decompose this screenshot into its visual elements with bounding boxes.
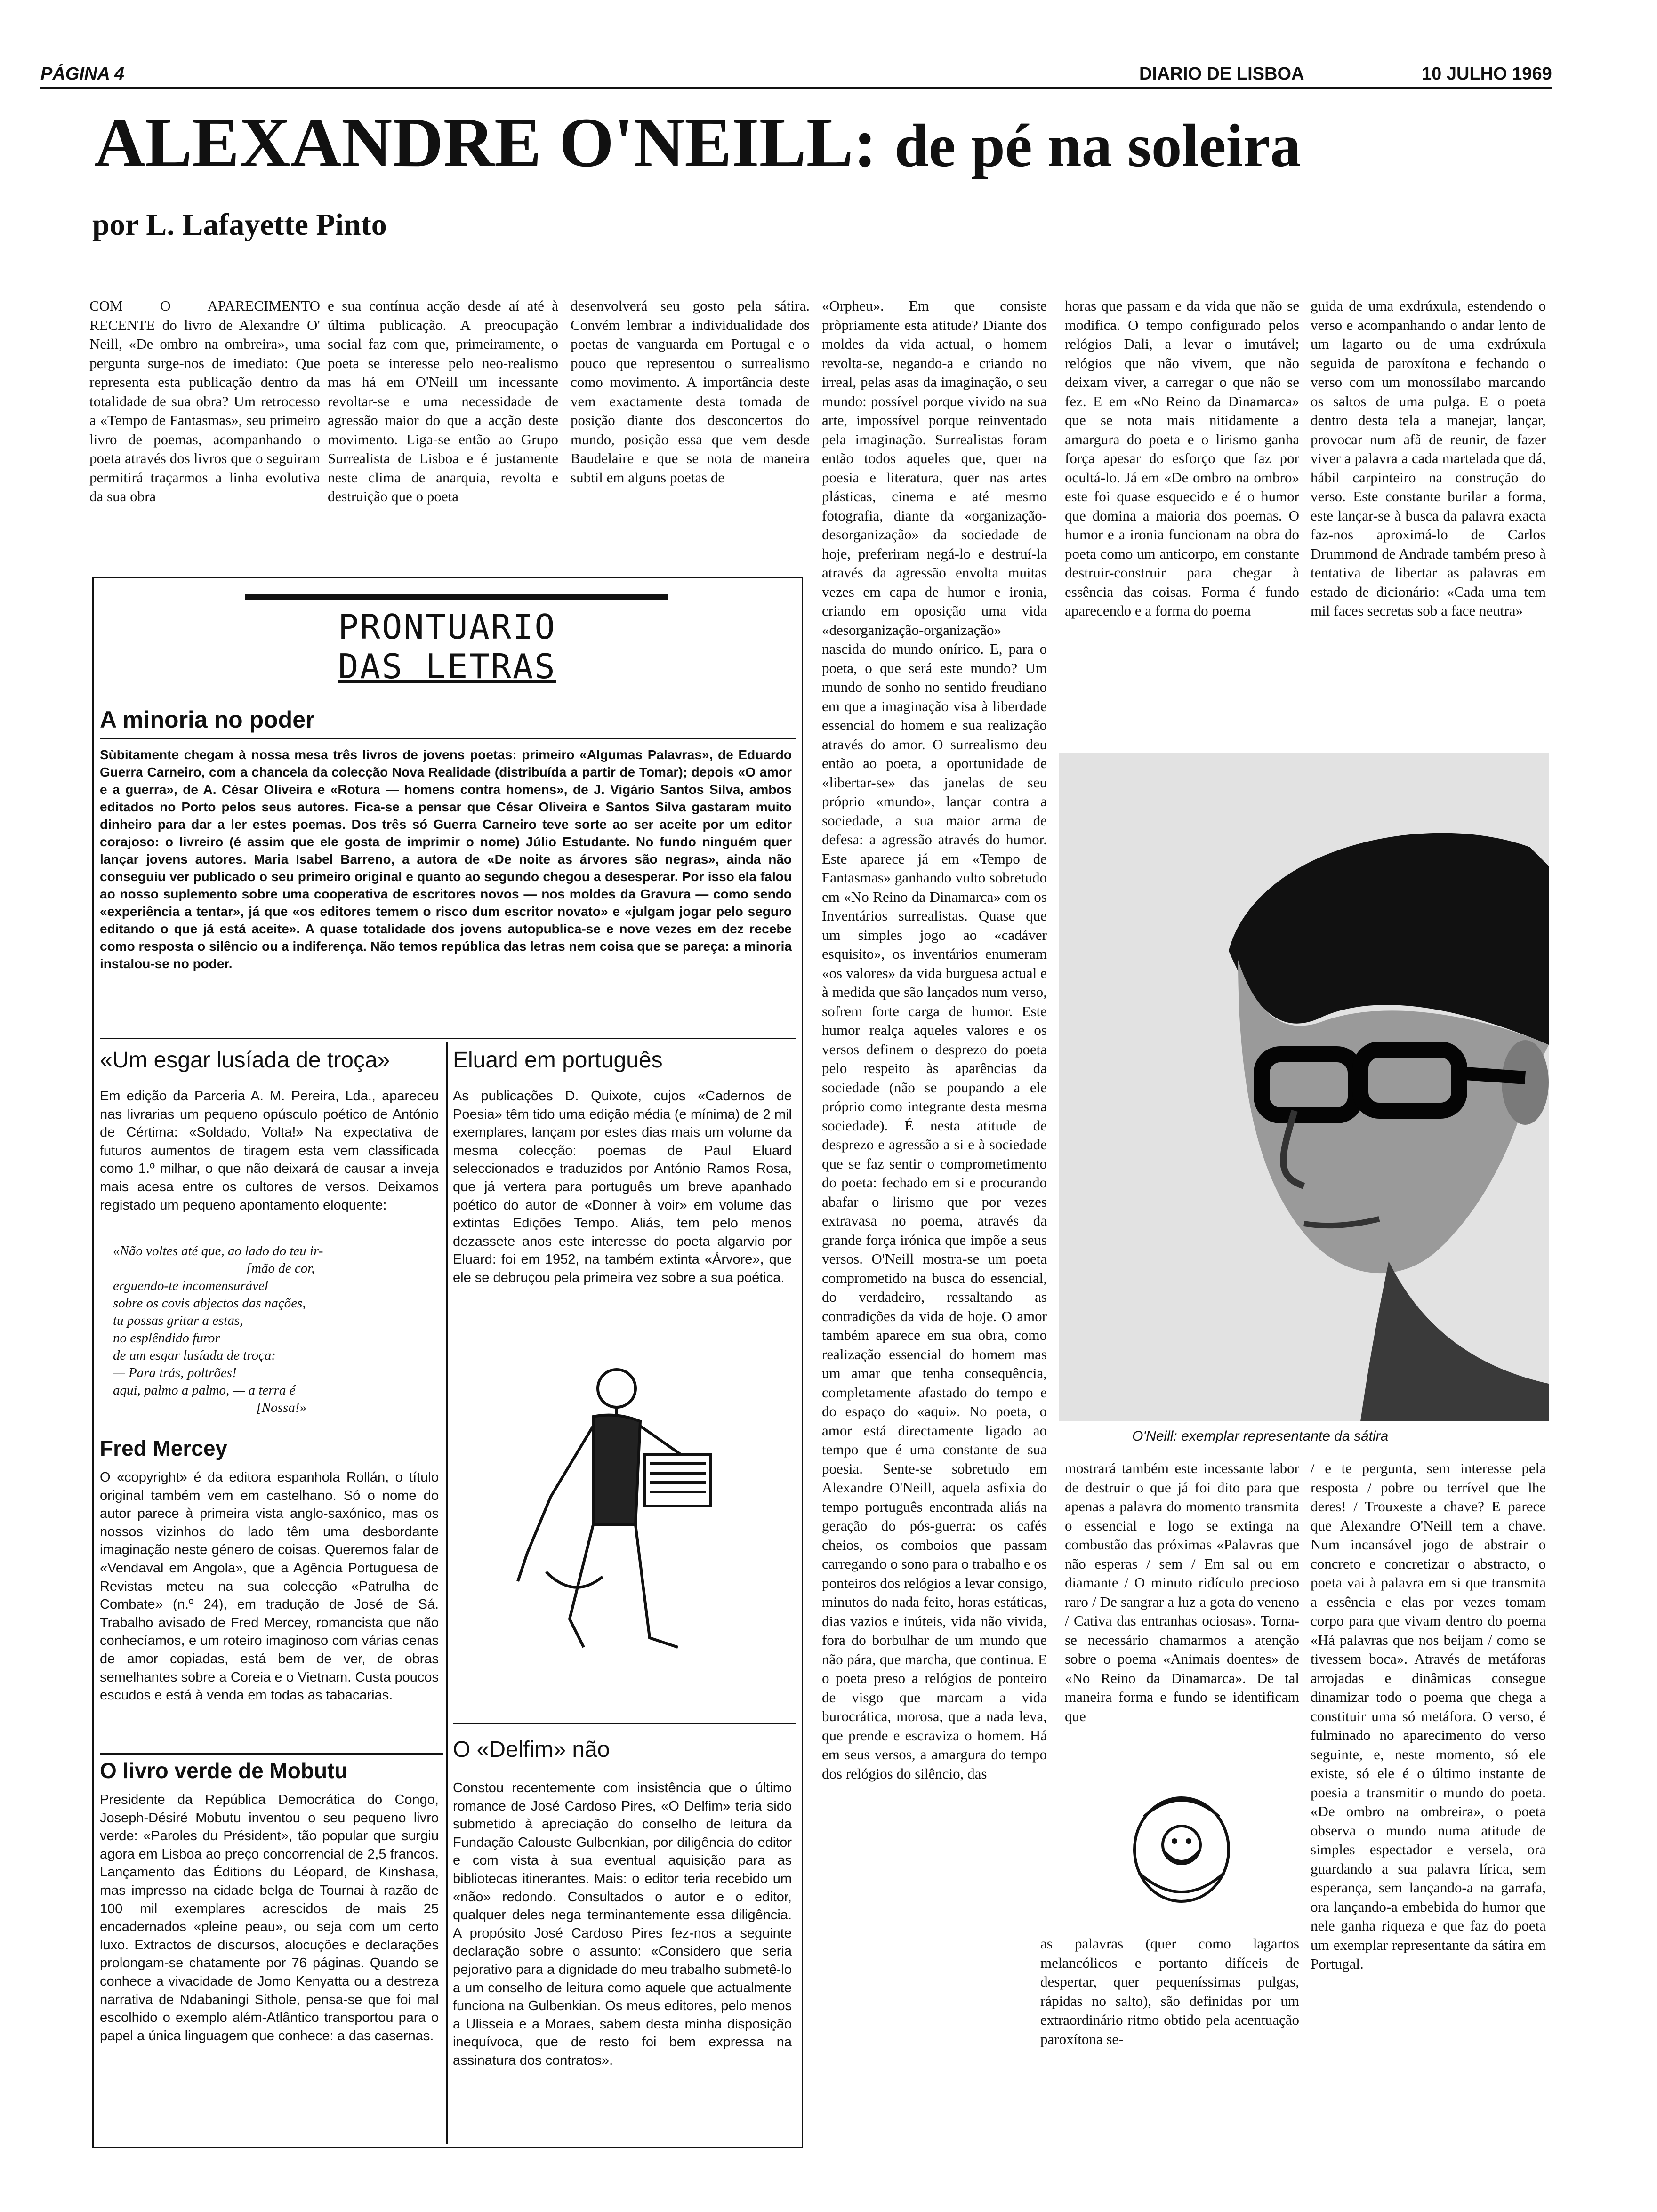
ornament-illustration xyxy=(1125,1788,1238,1911)
section-text-minoria: Sùbitamente chegam à nossa mesa três livros de jovens poetas: primeiro «Algumas Palavras», de Eduardo Guerra Carneiro, com a chancela da colecção Nova Realidade (distribuída a partir de Tomar); depois «O amor e a guerra», de A. César Oliveira e «Rotura — homens contra homens», de J. Vigário Santos Silva, ambos editados no Porto pelos seus autores. Fica-se a pensar que César Oliveira e Santos Silva gastaram muito dinheiro para dar a ler estes poemas. Dos três só Guerra Carneiro teve sorte ao ser aceite por um editor corajoso: o livreiro (é assim que ele gosta de imprimir o nome) Júlio Estudante. No fundo ninguém quer lançar jovens autores. Maria Isabel Barreno, a autora de «De noite as árvores são negras», ainda não conseguiu ver publicado o seu primeiro original e quanto ao segundo chegou a desesperar. Por isso ela falou ao nosso suplemento sobre uma cooperativa de escritores novos — nos moldes da Gravura — como sendo «experiência a tentar», já que «os editores temem o risco dum escritor novato» e «julgam jogar pelo seguro editando o que já está aceite». A quase totalidade dos jovens autopublica-se e nove vezes em dez recebe como resposta o silêncio ou a indiferença. Não temos república das letras nem coisa que se pareça: a minoria instalou-se no poder. xyxy=(100,747,792,971)
section-text-delfim: Constou recentemente com insistência que o último romance de José Cardoso Pires, «O Delfim» teria sido submetido à apreciação do conselho de leitura da Fundação Calouste Gulbenkian, por diligência do editor e com vista à sua eventual aquisição para as bibliotecas itinerantes. Mais: o editor teria recebido um «não» redondo. Consultados o autor e o editor, qualquer deles nega terminantemente essa diligência. A propósito José Cardoso Pires fez-nos a seguinte declaração sobre o assunto: «Considero que seria pejorativo para a dignidade do meu trabalho submetê-lo a um conselho de leitura como aquele que actualmente funciona na Gulbenkian. Os meus editores, pelo menos a Ulisseia e a Moraes, sabem desta minha disposição inequívoca, que de resto foi bem expressa na assinatura dos contratos». xyxy=(453,1780,792,2068)
title-name: ALEXANDRE O'NEILL: xyxy=(94,104,877,182)
portrait-illustration xyxy=(1059,753,1549,1421)
prontuario-title-line2: DAS LETRAS xyxy=(338,647,556,686)
issue-date: 10 JULHO 1969 xyxy=(1422,64,1552,84)
section-text-eluard: As publicações D. Quixote, cujos «Cadernos de Poesia» têm tido uma edição média (e mínima) de 2 mil exemplares, lançam por estes dias mais um volume da mesma colecção: poemas de Paul Eluard seleccionados e traduzidos por António Ramos Rosa, que já vertera para português um breve apanhado poético do autor de «Donner à voir» em volume das extintas Edições Tempo. Aliás, tem pelo menos dezassete anos este interesse do poeta algarvio por Eluard: foi em 1952, na também extinta «Árvore», que ele se debruçou pela primeira vez sobre a sua poética. xyxy=(453,1089,792,1285)
article-text-col5-bottom: mostrará também este incessante labor de destruir o que já foi dito para que apenas a palavra do momento transmita o essencial e logo se extinga na combustão das próximas «Palavras que não esperas / sem / Em sal ou em diamante / O minuto ridículo precioso raro / De sangrar a luz a gota do veneno / Cativa das entranhas ociosas». Torna-se necessário chamarmos a atenção sobre o poema «Animais doentes» de «No Reino da Dinamarca». De tal maneira forma e fundo se identificam que xyxy=(1065,1460,1299,1724)
photo-caption: O'Neill: exemplar representante da sátira xyxy=(1132,1428,1389,1444)
article-title xyxy=(94,103,1301,186)
page-number: PÁGINA 4 xyxy=(40,64,125,84)
article-column-3 xyxy=(571,297,810,560)
article-text-col6: guida de uma exdrúxula, estendendo o verso e acompanhando o andar lento de um lagarto ou de uma exdrúxula seguida de paroxítona e fechando o verso com um monossílabo marcando os saltos de uma pulga. E o poeta dentro desta tela a manejar, lançar, provocar num afã de reunir, de fazer viver a palavra a cada martelada que dá, hábil carpinteiro na construção do verso. Este constante burilar a forma, este lançar-se à busca da palavra exacta faz-nos aproximá-lo de Carlos Drummond de Andrade também preso à tentativa de libertar as palavras em estado de dicionário: «Cada uma tem mil faces secretas sob a face neutra» xyxy=(1311,297,1546,619)
dandy-illustration xyxy=(499,1355,725,1723)
article-text-col6-bottom: / e te pergunta, sem interesse pela resposta / pobre ou terrível que lhe deres! / Trouxeste a chave? E parece que Alexandre O'Neill tem a chave. Num incansável jogo de abstrair o concreto e concretizar o abstracto, o poeta vai à palavra em si que transmita a essência e elas por vezes tomam corpo para que vivam dentro do poema «Há palavras que nos beijam / como se tivessem boca». Através de metáforas arrojadas e dinâmicas consegue dinamizar todo o poema que chega a constituir uma só metáfora. O verso, é fulminado no aparecimento do verso seguinte, e, neste momento, só ele existe, só ele é o último instante de poesia a transmitir o mundo do poeta. «De ombro na ombreira», o poeta observa o mundo numa atitude de simples espectador e versela, ora guardando a sua palavra lírica, sem esperança, sem lançando-a na garrafa, ora lançando-a embebida do humor que nele ganha riqueza e que faz do poeta um exemplar representante da sátira em Portugal. xyxy=(1311,1460,1546,1972)
section-rule-1 xyxy=(100,738,796,739)
section-text-mobutu: Presidente da República Democrática do Congo, Joseph-Désiré Mobutu inventou o seu pequeno livro verde: «Paroles du Président», tão popular que surgiu agora em Lisboa ao preço concorrencial de 2,5 francos. Lançamento das Éditions du Léopard, de Kinshasa, mas impresso na cidade belga de Tournai à razão de 100 mil exemplares acrescidos de mais 25 encadernados «pleine peau», ou seja com um certo luxo. Extractos de discursos, alocuções e declarações prolongam-se chatamente por 76 páginas. Quando se conhece a vivacidade de Jomo Kenyatta ou a destreza narrativa de Ndabaningi Sithole, pensa-se que foi mal escolhido o exemplo além-Atlântico transportou para o papel a única linguagem que conhece: a das casernas. xyxy=(100,1792,439,2044)
section-heading-mobutu: O livro verde de Mobutu xyxy=(100,1758,348,1783)
section-poem-esgar: «Não voltes até que, ao lado do teu ir- [mão de cor, erguendo-te incomensurável sobre os covis abjectos das nações, tu possas gritar a estas, no esplêndido furor de um esgar lusíada de troça: — Para trás, poltrões! aqui, palmo a palmo, — a terra é [Nossa!» xyxy=(113,1243,323,1415)
article-text-col4: «Orpheu». Em que consiste pròpriamente esta atitude? Diante dos moldes da vida actual, o homem revolta-se, negando-a e criando no irreal, pelas asas da imaginação, o seu mundo: possível porque vivido na sua arte, impossível porque reinventado pela imaginação. Surrealistas foram então todos aqueles que, quer na poesia e literatura, quer nas artes plásticas, cinema e até mesmo fotografia, diante da «organização-desorganização» da sociedade de hoje, preferiram negá-lo e destruí-la através da agressão envolta muitas vezes em capa de humor e ironia, criando em oposição uma vida «desorganização-organização» nascida do mundo onírico. E, para o poeta, o que será este mundo? Um mundo de sonho no sentido freudiano em que a imaginação visa à liberdade essencial do homem e sua realização através do amor. O surrealismo deu então ao poeta, a oportunidade de «libertar-se» das janelas de seu próprio «mundo», lançar contra a sociedade, a sua maior arma de defesa: a agressão através do humor. Este aparece já em «Tempo de Fantasmas» ganhando vulto sobretudo em «No Reino da Dinamarca» com os Inventários surrealistas. Quase que um simples jogo ao «cadáver esquisito», os inventários enumeram «os valores» da vida burguesa actual e à medida que são lançados num verso, sofrem forte carga de humor. Este humor realça aqueles valores e os versos definem o desprezo do poeta pelo respeito às aparências da sociedade (não se poupando a ele próprio como integrante desta mesma sociedade). É nesta atitude de desprezo e agressão a si e à sociedade que se faz sentir o comprometimento do poeta: fechado em si e procurando abafar o lirismo que por vezes extravasa no poema, através da grande força irónica que impõe a seus versos. O'Neill mostra-se um poeta comprometido na busca do essencial, do verdadeiro, ressaltando as contradições da vida de hoje. O amor também aparece em sua obra, como realização essencial do homem mas um amar que tenha consequência, completamente afastado do tempo e do espaço do «aqui». No poeta, o amor está directamente ligado ao tempo que é uma constante de sua poesia. Sente-se sobretudo em Alexandre O'Neill, aquela asfixia do tempo português encontrada aliás na geração do pós-guerra: os cafés cheios, os comboios que passam carregando o sono para o trabalho e os ponteiros dos relógios a levar consigo, minutos do nada feito, horas estáticas, dias vazios e inúteis, vida não vivida, fora do borbulhar de um mundo que não pára, que marcha, que continua. E o poeta preso a relógios de ponteiro de visgo que marcam a vida burocrática, morosa, que a nada leva, que prende e escraviza o homem. Há em seus versos, a amargura do tempo dos relógios do silêncio, das xyxy=(822,297,1047,1782)
section-rule-5 xyxy=(100,1753,443,1755)
prontuario-title xyxy=(301,607,593,686)
section-text-esgar: Em edição da Parceria A. M. Pereira, Lda., apareceu nas livrarias um pequeno opúsculo poético de António de Cértima: «Soldado, Volta!» Na expectativa de futuros aumentos de tiragem esta vem classificada como 1.º milhar, o que não deixará de causar a inveja mais acesa entre os cultores de versos. Deixamos registado um pequeno apontamento eloquente: xyxy=(100,1089,439,1213)
section-heading-esgar: «Um esgar lusíada de troça» xyxy=(100,1048,390,1073)
section-heading-minoria: A minoria no poder xyxy=(100,706,315,733)
section-heading-eluard: Eluard em português xyxy=(453,1048,663,1073)
article-column-5-continued xyxy=(1065,1459,1299,1774)
section-heading-mercey: Fred Mercey xyxy=(100,1436,228,1460)
article-column-6 xyxy=(1311,297,1546,748)
article-text-col5-last: as palavras (quer como lagartos melancólicos e portanto difíceis de despertar, quer pequeníssimas pulgas, rápidas no salto), são definidas por um extraordinário ritmo obtido pela acentuação paroxítona se- xyxy=(1040,1935,1299,2047)
article-column-2 xyxy=(328,297,558,560)
article-text-col2: e sua contínua acção desde aí até à última publicação. A preocupação social faz com que, primeiramente, o poeta se interesse pelo neo-realismo mas há em O'Neill um incessante revoltar-se e uma necessidade de agressão maior do que a acção deste movimento. Liga-se então ao Grupo Surrealista de Lisboa e é justamente neste clima de anarquia, revolta e destruição que o poeta xyxy=(328,297,558,505)
article-text-col3: desenvolverá seu gosto pela sátira. Convém lembrar a individualidade dos poetas de vanguarda em Portugal e o pouco que representou o surrealismo como movimento. A importância deste vem exactamente desta tomada de posição diante dos desconcertos do mundo, posição essa que vem desde Baudelaire e que se nota de maneira subtil em alguns poetas de xyxy=(571,297,810,486)
section-rule-2 xyxy=(100,1038,796,1039)
article-column-6-continued xyxy=(1311,1459,1546,2151)
prontuario-top-rule xyxy=(245,594,668,600)
author-photo xyxy=(1059,753,1549,1421)
article-text-col1: COM O APARECIMENTO RECENTE do livro de Alexandre O' Neill, «De ombro na ombreira», uma pergunta surge-nos de imediato: Que representa esta publicação dentro da totalidade de sua obra? Um retrocesso a «Tempo de Fantasmas», seu primeiro livro de poemas, acompanhando o poeta através dos livros que o seguiram permitirá traçarmos a linha evolutiva da sua obra xyxy=(89,297,320,505)
article-column-5-end xyxy=(1040,1934,1299,2151)
box-column-divider xyxy=(446,1042,448,2144)
article-column-5 xyxy=(1065,297,1299,748)
article-byline: por L. Lafayette Pinto xyxy=(92,208,387,242)
newspaper-name: DIARIO DE LISBOA xyxy=(1139,64,1304,84)
prontuario-title-line1: PRONTUARIO xyxy=(338,607,556,647)
section-text-mercey: O «copyright» é da editora espanhola Rollán, o título original também vem em castelhano. Só o nome do autor parece à primeira vista anglo-saxónico, mas os nossos vizinhos do lado têm uma desbordante imaginação neste género de coisas. Queremos falar de «Vendaval em Angola», que a Agência Portuguesa de Revistas meteu na sua colecção «Patrulha de Combate» (n.º 24), em tradução de José de Sá. Trabalho avisado de Fred Mercey, romancista que não conhecíamos, e um roteiro imaginoso com várias cenas de amor copiadas, está bem de ver, de obras semelhantes sobre a Coreia e o Vietnam. Custa poucos escudos e está à venda em todas as tabacarias. xyxy=(100,1470,439,1703)
article-column-1 xyxy=(89,297,320,560)
article-text-col5: horas que passam e da vida que não se modifica. O tempo configurado pelos relógios Dali, a levar o imutável; relógios que não vivem, que não deixam viver, a carregar o que não se fez. E em «No Reino da Dinamarca» que se nota mais nitidamente a amargura do poeta e o lirismo ganha força apesar do esforço que faz por ocultá-lo. Já em «De ombro na ombro» este foi quase esquecido e é o humor que domina a maioria dos poemas. O humor e a ironia funcionam na obra do poeta como um anticorpo, em constante destruir-construir para chegar à essência das coisas. Forma é fundo aparecendo e a forma do poema xyxy=(1065,297,1299,619)
article-column-4 xyxy=(822,297,1047,2132)
section-heading-delfim: O «Delfim» não xyxy=(453,1737,610,1762)
title-subtitle: de pé na soleira xyxy=(894,112,1301,180)
section-rule-6 xyxy=(453,1723,796,1724)
header-rule xyxy=(40,87,1552,89)
